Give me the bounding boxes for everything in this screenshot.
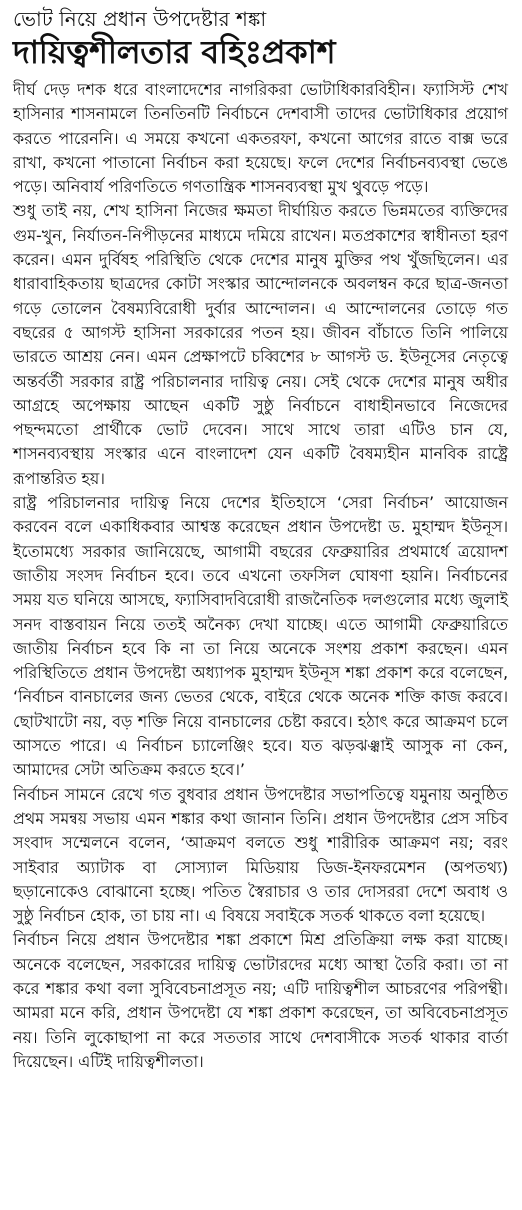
article-paragraph-1: দীর্ঘ দেড় দশক ধরে বাংলাদেশের নাগরিকরা ভোটাধিকারবিহীন। ফ্যাসিস্ট শেখ হাসিনার শাসনামলে তিনতিনটি নির্বাচনে দেশবাসী তাদের ভোটাধিকার প্রয়োগ করতে পারেননি। এ সময়ে কখনো একতরফা, কখনো আগের রাতে বাক্স ভরে রাখা, কখনো পাতানো নির্বাচন করা হয়েছে। ফলে দেশের নির্বাচনব্যবস্থা ভেঙে পড়ে। অনিবার্য পরিণতিতে গণতান্ত্রিক শাসনব্যবস্থা মুখ থুবড়ে পড়ে। — [13, 80, 508, 197]
article-paragraph-5: নির্বাচন নিয়ে প্রধান উপদেষ্টার শঙ্কা প্রকাশে মিশ্র প্রতিক্রিয়া লক্ষ করা যাচ্ছে। অনেকে বলেছেন, সরকারের দায়িত্ব ভোটারদের মধ্যে আস্থা তৈরি করা। তা না করে শঙ্কার কথা বলা সুবিবেচনাপ্রসূত নয়; এটি দায়িত্বশীল আচরণের পরিপন্থী। আমরা মনে করি, প্রধান উপদেষ্টা যে শঙ্কা প্রকাশ করেছেন, তা অবিবেচনাপ্রসূত নয়। তিনি লুকোছাপা না করে সততার সাথে দেশবাসীকে সতর্ক থাকার বার্তা দিয়েছেন। এটিই দায়িত্বশীলতা। — [13, 930, 508, 1071]
article-kicker: ভোট নিয়ে প্রধান উপদেষ্টার শঙ্কা — [13, 7, 267, 31]
article-body — [13, 78, 508, 1074]
article-headline: দায়িত্বশীলতার বহিঃপ্রকাশ — [13, 33, 336, 71]
article-paragraph-2: শুধু তাই নয়, শেখ হাসিনা নিজের ক্ষমতা দীর্ঘায়িত করতে ভিন্নমতের ব্যক্তিদের গুম-খুন, নির্যাতন-নিপীড়নের মাধ্যমে দমিয়ে রাখেন। মতপ্রকাশের স্বাধীনতা হরণ করেন। এমন দুর্বিষহ পরিস্থিতি থেকে দেশের মানুষ মুক্তির পথ খুঁজছিলেন। এর ধারাবাহিকতায় ছাত্রদের কোটা সংস্কার আন্দোলনকে অবলম্বন করে ছাত্র-জনতা গড়ে তোলেন বৈষম্যবিরোধী দুর্বার আন্দোলন। এ আন্দোলনের তোড়ে গত বছরের ৫ আগস্ট হাসিনা সরকারের পতন হয়। জীবন বাঁচাতে তিনি পালিয়ে ভারতে আশ্রয় নেন। এমন প্রেক্ষাপটে চব্বিশের ৮ আগস্ট ড. ইউনূসের নেতৃত্বে অন্তর্বর্তী সরকার রাষ্ট্র পরিচালনার দায়িত্ব নেয়। সেই থেকে দেশের মানুষ অধীর আগ্রহে অপেক্ষায় আছেন একটি সুষ্ঠু নির্বাচনে বাধাহীনভাবে নিজেদের পছন্দমতো প্রার্থীকে ভোট দেবেন। সাথে সাথে তারা এটিও চান যে, শাসনব্যবস্থায় সংস্কার এনে বাংলাদেশ যেন একটি বৈষম্যহীন মানবিক রাষ্ট্রে রূপান্তরিত হয়। — [13, 201, 508, 488]
article-paragraph-3: রাষ্ট্র পরিচালনার দায়িত্ব নিয়ে দেশের ইতিহাসে ‘সেরা নির্বাচন’ আয়োজন করবেন বলে একাধিকবার আশ্বস্ত করেছেন প্রধান উপদেষ্টা ড. মুহাম্মদ ইউনূস। ইতোমধ্যে সরকার জানিয়েছে, আগামী বছরের ফেব্রুয়ারির প্রথমার্ধে ত্রয়োদশ জাতীয় সংসদ নির্বাচন হবে। তবে এখনো তফসিল ঘোষণা হয়নি। নির্বাচনের সময় যত ঘনিয়ে আসছে, ফ্যাসিবাদবিরোধী রাজনৈতিক দলগুলোর মধ্যে জুলাই সনদ বাস্তবায়ন নিয়ে ততই অনৈক্য দেখা যাচ্ছে। এতে আগামী ফেব্রুয়ারিতে জাতীয় নির্বাচন হবে কি না তা নিয়ে অনেকে সংশয় প্রকাশ করছেন। এমন পরিস্থিতিতে প্রধান উপদেষ্টা অধ্যাপক মুহাম্মদ ইউনূস শঙ্কা প্রকাশ করে বলেছেন, ‘নির্বাচন বানচালের জন্য ভেতর থেকে, বাইরে থেকে অনেক শক্তি কাজ করবে। ছোটখাটো নয়, বড় শক্তি নিয়ে বানচালের চেষ্টা করবে। হঠাৎ করে আক্রমণ চলে আসতে পারে। এ নির্বাচন চ্যালেঞ্জিং হবে। যত ঝড়ঝঞ্ঝাই আসুক না কেন, আমাদের সেটা অতিক্রম করতে হবে।’ — [13, 493, 508, 780]
article-paragraph-4: নির্বাচন সামনে রেখে গত বুধবার প্রধান উপদেষ্টার সভাপতিত্বে যমুনায় অনুষ্ঠিত প্রথম সমন্বয় সভায় এমন শঙ্কার কথা জানান তিনি। প্রধান উপদেষ্টার প্রেস সচিব সংবাদ সম্মেলনে বলেন, ‘আক্রমণ বলতে শুধু শারীরিক আক্রমণ নয়; বরং সাইবার অ্যাটাক বা সোস্যাল মিডিয়ায় ডিজ-ইনফরমেশন (অপতথ্য) ছড়ানোকেও বোঝানো হচ্ছে। পতিত স্বৈরাচার ও তার দোসররা দেশে অবাধ ও সুষ্ঠু নির্বাচন হোক, তা চায় না। এ বিষয়ে সবাইকে সতর্ক থাকতে বলা হয়েছে। — [13, 784, 508, 926]
